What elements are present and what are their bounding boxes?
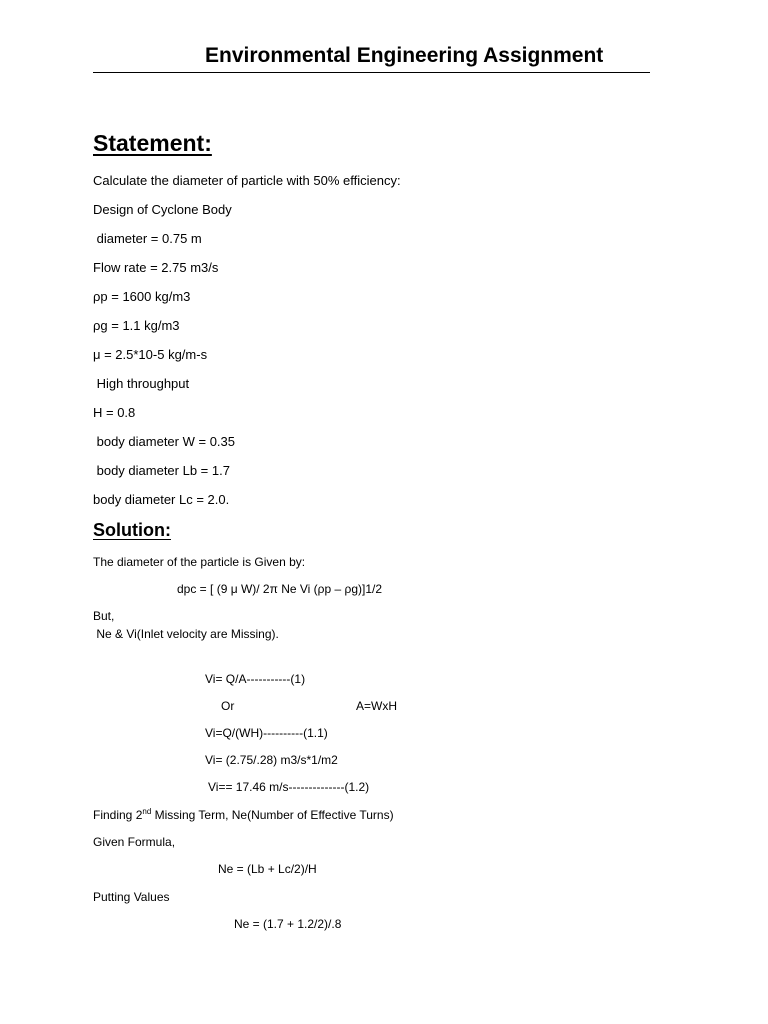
equation-1-2: Vi== 17.46 m/s--------------(1.2) <box>208 780 370 794</box>
statement-line: μ = 2.5*10-5 kg/m-s <box>93 347 208 362</box>
statement-heading: Statement: <box>93 130 212 156</box>
title-underline <box>93 44 650 73</box>
equation-1: Vi= Q/A-----------(1) <box>205 672 306 686</box>
equation-1-1: Vi=Q/(WH)----------(1.1) <box>205 726 328 740</box>
solution-missing: Ne & Vi(Inlet velocity are Missing). <box>93 627 279 641</box>
statement-line: diameter = 0.75 m <box>93 231 202 246</box>
statement-line: Calculate the diameter of particle with 50% efficiency: <box>93 173 401 188</box>
statement-line: body diameter Lb = 1.7 <box>93 463 230 478</box>
putting-values-label: Putting Values <box>93 890 170 904</box>
statement-line: body diameter W = 0.35 <box>93 434 235 449</box>
statement-line: Design of Cyclone Body <box>93 202 232 217</box>
statement-line: ρg = 1.1 kg/m3 <box>93 318 180 333</box>
finding-pre: Finding 2 <box>93 808 143 822</box>
statement-line: ρp = 1600 kg/m3 <box>93 289 191 304</box>
equation-or: Or <box>221 699 235 713</box>
statement-line: H = 0.8 <box>93 405 136 420</box>
finding-sup: nd <box>142 807 152 816</box>
formula-dpc: dpc = [ (9 μ W)/ 2π Ne Vi (ρp – ρg)]1/2 <box>177 582 383 596</box>
statement-line: Flow rate = 2.75 m3/s <box>93 260 219 275</box>
statement-line: body diameter Lc = 2.0. <box>93 492 230 507</box>
statement-line: High throughput <box>93 376 190 391</box>
solution-but: But, <box>93 609 115 623</box>
given-formula-label: Given Formula, <box>93 835 176 849</box>
solution-heading: Solution: <box>93 520 171 540</box>
area-formula: A=WxH <box>356 699 398 713</box>
equation-substitution: Vi= (2.75/.28) m3/s*1/m2 <box>205 753 338 767</box>
document-title: Environmental Engineering Assignment <box>205 44 604 67</box>
ne-formula: Ne = (Lb + Lc/2)/H <box>218 862 317 876</box>
finding-post: Missing Term, Ne(Number of Effective Turns) <box>151 808 394 822</box>
ne-values: Ne = (1.7 + 1.2/2)/.8 <box>234 917 342 931</box>
finding-second-term <box>93 808 394 823</box>
solution-intro: The diameter of the particle is Given by: <box>93 555 306 569</box>
